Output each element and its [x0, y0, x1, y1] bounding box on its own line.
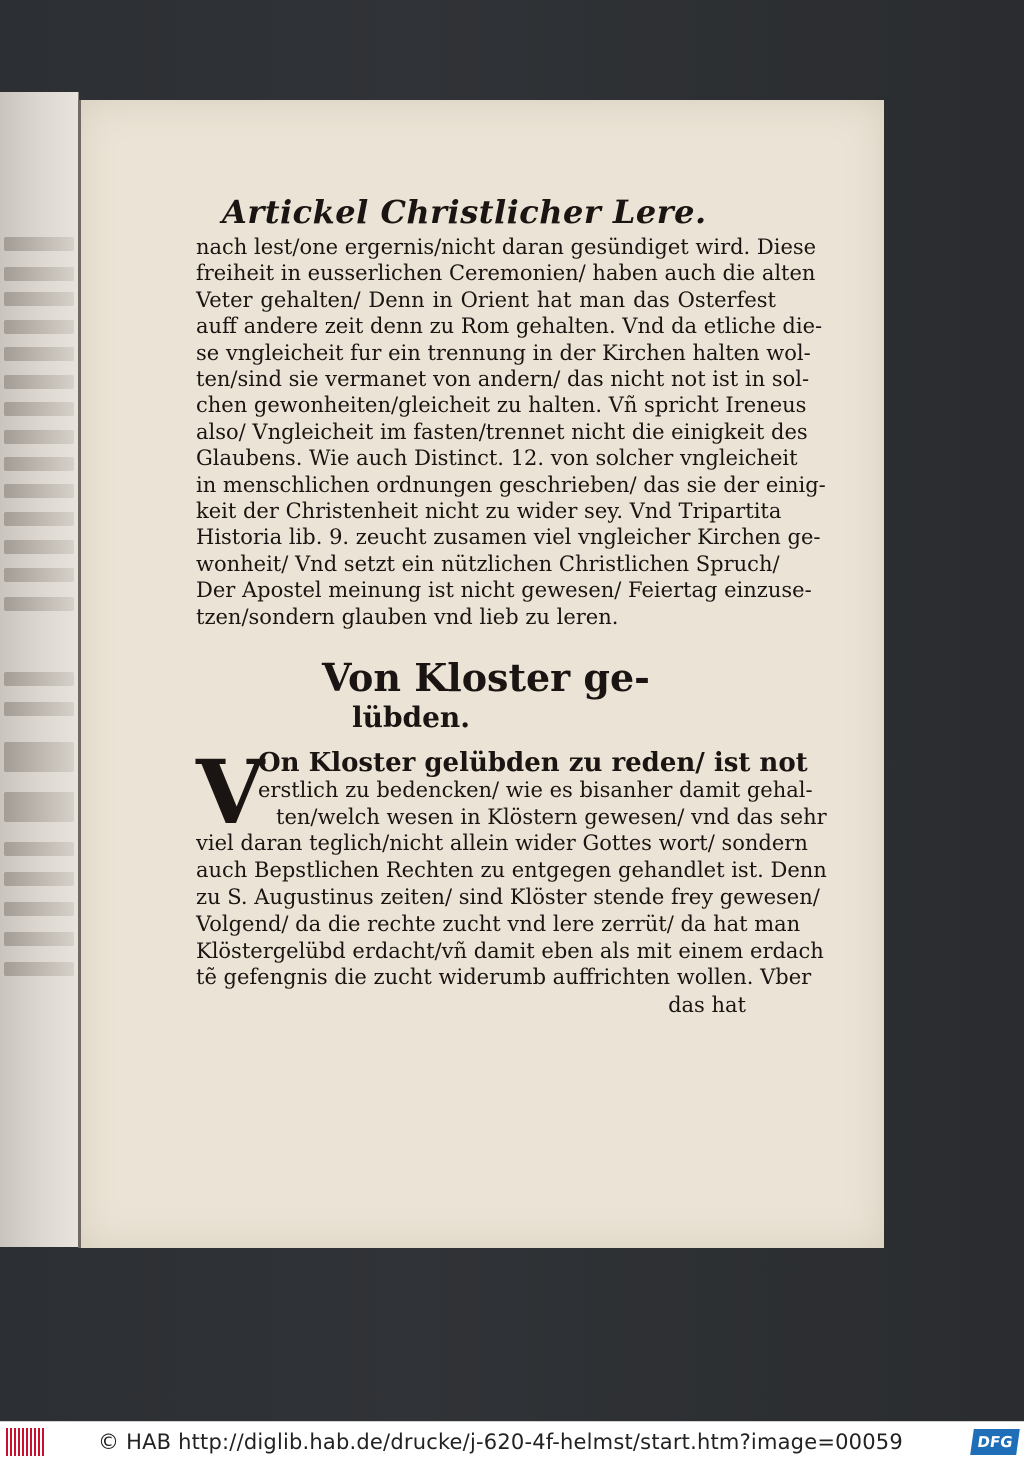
paragraph-ceremonies	[196, 234, 826, 630]
text-line: tzen/sondern glauben vnd lieb zu leren.	[196, 604, 619, 629]
text-line: also/ Vngleicheit im fasten/trennet nicht die einigkeit des	[196, 419, 808, 444]
text-line: Volgend/ da die rechte zucht vnd lere zerrüt/ da hat man	[196, 911, 801, 936]
text-line: chen gewonheiten/gleicheit zu halten. Vñ spricht Ireneus	[196, 393, 807, 418]
text-line: freiheit in eusserlichen Ceremonien/ haben auch die alten	[196, 261, 816, 286]
facing-page-edge	[0, 92, 79, 1247]
text-line: Historia lib. 9. zeucht zusamen viel vngleicher Kirchen ge-	[196, 525, 821, 550]
text-line: ten/sind sie vermanet von andern/ das nicht not ist in sol-	[196, 367, 810, 392]
page-text-block	[196, 192, 827, 1019]
text-line: auch Bepstlichen Rechten zu entgegen gehandlet ist. Denn	[196, 858, 827, 883]
drop-capital: V	[196, 740, 265, 845]
catchword: das hat	[668, 993, 746, 1018]
text-line: viel daran teglich/nicht allein wider Gottes wort/ sondern	[196, 831, 808, 856]
text-line: Veter gehalten/ Denn in Orient hat man das Osterfest	[196, 287, 776, 312]
paragraph-monastic-vows	[196, 740, 827, 991]
text-line: keit der Christenheit nicht zu wider sey. Vnd Tripartita	[196, 499, 782, 524]
viewer-footer	[0, 1421, 1024, 1462]
text-line: tẽ gefengnis die zucht widerumb auffrichten wollen. Vber	[196, 965, 812, 990]
barcode-icon	[6, 1428, 46, 1456]
text-line: Glaubens. Wie auch Distinct. 12. von solcher vngleicheit	[196, 446, 798, 471]
running-head: Artickel Christlicher Lere.	[222, 193, 707, 231]
text-line: wonheit/ Vnd setzt ein nützlichen Christlichen Spruch/	[196, 551, 780, 576]
text-line: Klöstergelübd erdacht/vñ damit eben als mit einem erdach	[196, 938, 824, 963]
text-line: nach lest/one ergernis/nicht daran gesündiget wird. Diese	[196, 235, 817, 259]
text-line: Der Apostel meinung ist nicht gewesen/ Feiertag einzuse-	[196, 578, 812, 603]
book-page	[78, 100, 884, 1248]
dfg-logo[interactable]: DFG	[970, 1429, 1020, 1455]
text-line: se vngleicheit fur ein trennung in der Kirchen halten wol-	[196, 340, 811, 365]
section-heading: Von Kloster ge-	[322, 655, 650, 701]
section-heading-continued: lübden.	[351, 701, 471, 735]
text-line: On Kloster gelübden zu reden/ ist not	[258, 748, 808, 779]
copyright-url[interactable]: © HAB http://diglib.hab.de/drucke/j-620-4f-helmst/start.htm?image=00059	[98, 1430, 903, 1454]
text-line: ten/welch wesen in Klöstern gewesen/ vnd das sehr	[276, 804, 827, 829]
text-line: in menschlichen ordnungen geschrieben/ das sie der einig-	[196, 472, 826, 497]
text-line: auff andere zeit denn zu Rom gehalten. Vnd da etliche die-	[196, 314, 823, 339]
text-line: erstlich zu bedencken/ wie es bisanher damit gehal-	[258, 777, 813, 802]
page-gutter-shadow	[78, 100, 81, 1248]
text-line: zu S. Augustinus zeiten/ sind Klöster stende frey gewesen/	[196, 885, 820, 910]
